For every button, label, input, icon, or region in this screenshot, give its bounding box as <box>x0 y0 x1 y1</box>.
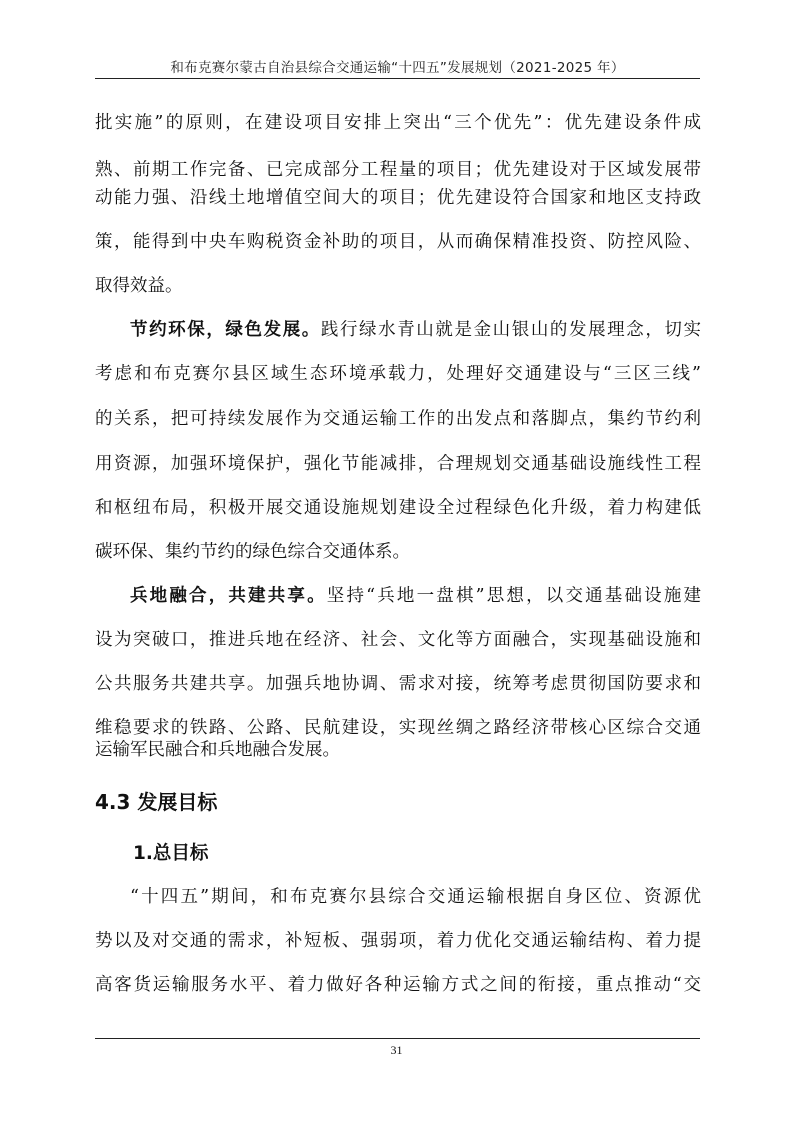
para2-line: 碳环保、集约节约的绿色综合交通体系。 <box>95 542 410 562</box>
para4-line: “十四五”期间，和布克赛尔县综合交通运输根据自身区位、资源优 <box>130 887 701 907</box>
section-heading: 4.3 发展目标 <box>95 790 218 814</box>
para1-line: 取得效益。 <box>95 276 183 296</box>
running-header: 和布克赛尔蒙古自治县综合交通运输“十四五”发展规划（2021-2025 年） <box>170 60 625 76</box>
para3-line: 设为突破口，推进兵地在经济、社会、文化等方面融合，实现基础设施和 <box>95 630 701 650</box>
para1-line: 熟、前期工作完备、已完成部分工程量的项目；优先建设对于区域发展带 <box>95 160 701 180</box>
para3-line: 运输军民融合和兵地融合发展。 <box>95 740 340 760</box>
para4-line: 势以及对交通的需求，补短板、强弱项，着力优化交通运输结构、着力提 <box>95 931 701 951</box>
para2-first-line-rest: 践行绿水青山就是金山银山的发展理念，切实 <box>320 320 702 340</box>
para2-lead: 节约环保，绿色发展。 <box>130 320 321 340</box>
sub-heading: 1.总目标 <box>133 843 209 864</box>
para3-first-line-rest: 坚持“兵地一盘棋”思想，以交通基础设施建 <box>326 586 701 606</box>
para3-lead: 兵地融合，共建共享。 <box>130 586 327 606</box>
para1-line: 批实施”的原则，在建设项目安排上突出“三个优先”：优先建设条件成 <box>95 113 701 133</box>
para2-line: 的关系，把可持续发展作为交通运输工作的出发点和落脚点，集约节约利 <box>95 409 701 429</box>
para1-line: 动能力强、沿线土地增值空间大的项目；优先建设符合国家和地区支持政 <box>95 188 701 208</box>
para4-line: 高客货运输服务水平、着力做好各种运输方式之间的衔接，重点推动“交 <box>95 975 701 995</box>
para2-line: 考虑和布克赛尔县区域生态环境承载力，处理好交通建设与“三区三线” <box>95 364 701 384</box>
page-number: 31 <box>390 1043 403 1057</box>
footer-rule <box>95 1038 700 1039</box>
para2-line: 和枢纽布局，积极开展交通设施规划建设全过程绿色化升级，着力构建低 <box>95 498 701 518</box>
para3-first-line <box>130 584 701 608</box>
para3-line: 维稳要求的铁路、公路、民航建设，实现丝绸之路经济带核心区综合交通 <box>95 718 701 738</box>
para3-line: 公共服务共建共享。加强兵地协调、需求对接，统筹考虑贯彻国防要求和 <box>95 674 701 694</box>
para2-first-line <box>130 318 701 342</box>
para2-line: 用资源，加强环境保护，强化节能减排，合理规划交通基础设施线性工程 <box>95 454 701 474</box>
header-rule <box>95 78 700 79</box>
para1-line: 策，能得到中央车购税资金补助的项目，从而确保精准投资、防控风险、 <box>95 232 701 252</box>
